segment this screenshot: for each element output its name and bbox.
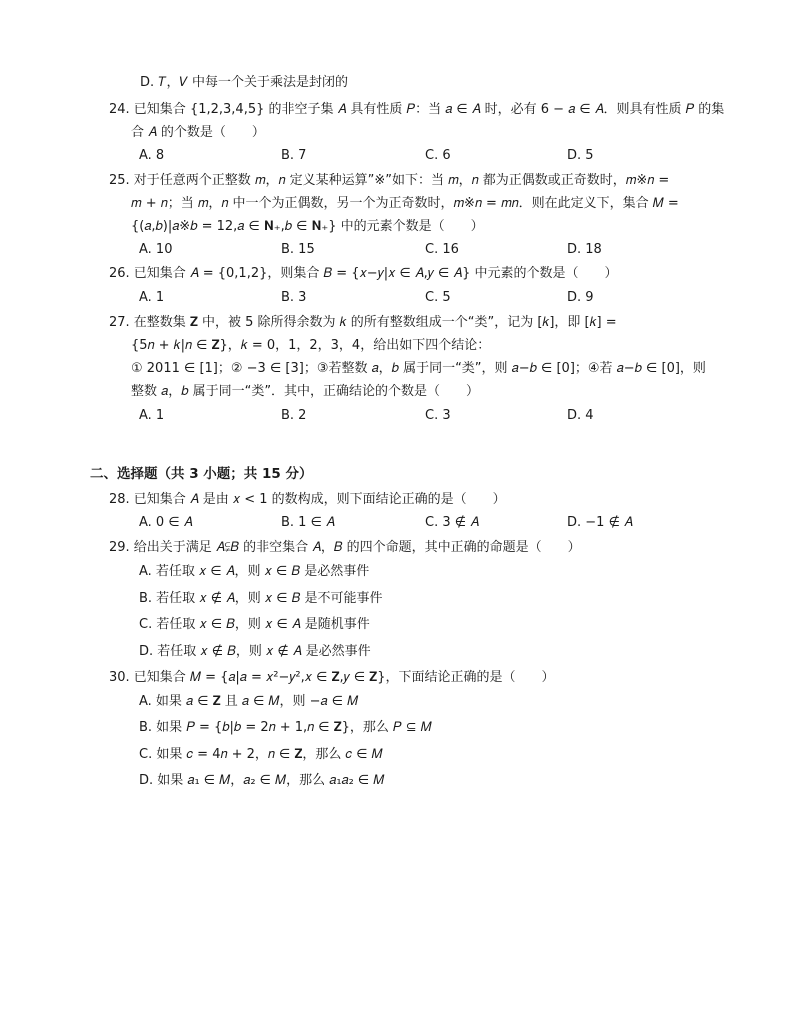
q28-option-a: A. 0 ∈ 𝐴 (139, 515, 193, 530)
q28-option-d: D. −1 ∉ 𝐴 (567, 515, 633, 530)
q25-stem-line3: {(𝑎,𝑏)|𝑎※𝑏 = 12,𝑎 ∈ 𝐍₊,𝑏 ∈ 𝐍₊} 中的元素个数是（ ） (131, 219, 484, 234)
q27-option-b: B. 2 (281, 408, 307, 423)
section-2-header: 二、选择题（共 3 小题；共 15 分） (90, 466, 313, 482)
q28-option-c: C. 3 ∉ 𝐴 (425, 515, 479, 530)
q27-option-a: A. 1 (139, 408, 165, 423)
q29-option-a: A. 若任取 𝑥 ∈ 𝐴，则 𝑥 ∈ 𝐵 是必然事件 (139, 564, 370, 579)
q24-stem-line1: 24. 已知集合 {1,2,3,4,5} 的非空子集 𝐴 具有性质 𝑃：当 𝑎 ∈ 𝐴 时，必有 6 − 𝑎 ∈ 𝐴．则具有性质 𝑃 的集 (109, 102, 725, 117)
q25-option-c: C. 16 (425, 242, 459, 257)
q28-stem-line1: 28. 已知集合 𝐴 是由 𝑥 < 1 的数构成，则下面结论正确的是（ ） (109, 492, 506, 507)
q24-option-d: D. 5 (567, 148, 594, 163)
q30-option-c: C. 如果 𝑐 = 4𝑛 + 2，𝑛 ∈ 𝐙，那么 𝑐 ∈ 𝑀 (139, 747, 383, 762)
q27-stem-line4: 整数 𝑎，𝑏 属于同一“类”．其中，正确结论的个数是（ ） (131, 384, 480, 399)
q26-option-c: C. 5 (425, 290, 451, 305)
q28-option-b: B. 1 ∈ 𝐴 (281, 515, 335, 530)
q24-option-c: C. 6 (425, 148, 451, 163)
q29-stem-line1: 29. 给出关于满足 𝐴⫋𝐵 的非空集合 𝐴，𝐵 的四个命题，其中正确的命题是（ ） (109, 540, 581, 555)
q26-stem-line1: 26. 已知集合 𝐴 = {0,1,2}，则集合 𝐵 = {𝑥−𝑦|𝑥 ∈ 𝐴,𝑦 ∈ 𝐴} 中元素的个数是（ ） (109, 266, 618, 281)
q27-option-d: D. 4 (567, 408, 594, 423)
q25-stem-line1: 25. 对于任意两个正整数 𝑚，𝑛 定义某种运算”※”如下：当 𝑚，𝑛 都为正偶数或正奇数时，𝑚※𝑛 = (109, 173, 670, 188)
q27-stem-line2: {5𝑛 + 𝑘|𝑛 ∈ 𝐙}，𝑘 = 0，1，2，3，4，给出如下四个结论： (131, 338, 491, 353)
q29-option-d: D. 若任取 𝑥 ∉ 𝐵，则 𝑥 ∉ 𝐴 是必然事件 (139, 644, 371, 659)
q26-option-d: D. 9 (567, 290, 594, 305)
q25-option-d: D. 18 (567, 242, 602, 257)
q27-stem-line3: ① 2011 ∈ [1]；② −3 ∈ [3]；③若整数 𝑎，𝑏 属于同一“类”，则 𝑎−𝑏 ∈ [0]；④若 𝑎−𝑏 ∈ [0]，则 (131, 361, 706, 376)
q26-option-b: B. 3 (281, 290, 307, 305)
q30-stem-line1: 30. 已知集合 𝑀 = {𝑎|𝑎 = 𝑥²−𝑦²,𝑥 ∈ 𝐙,𝑦 ∈ 𝐙}，下面结论正确的是（ ） (109, 670, 555, 685)
q30-option-d: D. 如果 𝑎₁ ∈ 𝑀，𝑎₂ ∈ 𝑀，那么 𝑎₁𝑎₂ ∈ 𝑀 (139, 773, 385, 788)
q29-option-c: C. 若任取 𝑥 ∈ 𝐵，则 𝑥 ∈ 𝐴 是随机事件 (139, 617, 370, 632)
q24-option-b: B. 7 (281, 148, 307, 163)
q25-option-a: A. 10 (139, 242, 173, 257)
q30-option-a: A. 如果 𝑎 ∈ 𝐙 且 𝑎 ∈ 𝑀，则 −𝑎 ∈ 𝑀 (139, 694, 359, 709)
q25-stem-line2: 𝑚 + 𝑛；当 𝑚，𝑛 中一个为正偶数，另一个为正奇数时，𝑚※𝑛 = 𝑚𝑛．则在此定义下，集合 𝑀 = (131, 196, 679, 211)
q25-option-b: B. 15 (281, 242, 315, 257)
q27-option-c: C. 3 (425, 408, 451, 423)
q24-option-a: A. 8 (139, 148, 165, 163)
q29-option-b: B. 若任取 𝑥 ∉ 𝐴，则 𝑥 ∈ 𝐵 是不可能事件 (139, 591, 383, 606)
q24-stem-line2: 合 𝐴 的个数是（ ） (131, 125, 265, 140)
q23-option-d: D. 𝑇，𝑉 中每一个关于乘法是封闭的 (140, 75, 349, 90)
q26-option-a: A. 1 (139, 290, 165, 305)
q30-option-b: B. 如果 𝑃 = {𝑏|𝑏 = 2𝑛 + 1,𝑛 ∈ 𝐙}，那么 𝑃 ⊆ 𝑀 (139, 720, 432, 735)
q27-stem-line1: 27. 在整数集 𝐙 中，被 5 除所得余数为 𝑘 的所有整数组成一个“类”，记为 [𝑘]，即 [𝑘] = (109, 315, 617, 330)
